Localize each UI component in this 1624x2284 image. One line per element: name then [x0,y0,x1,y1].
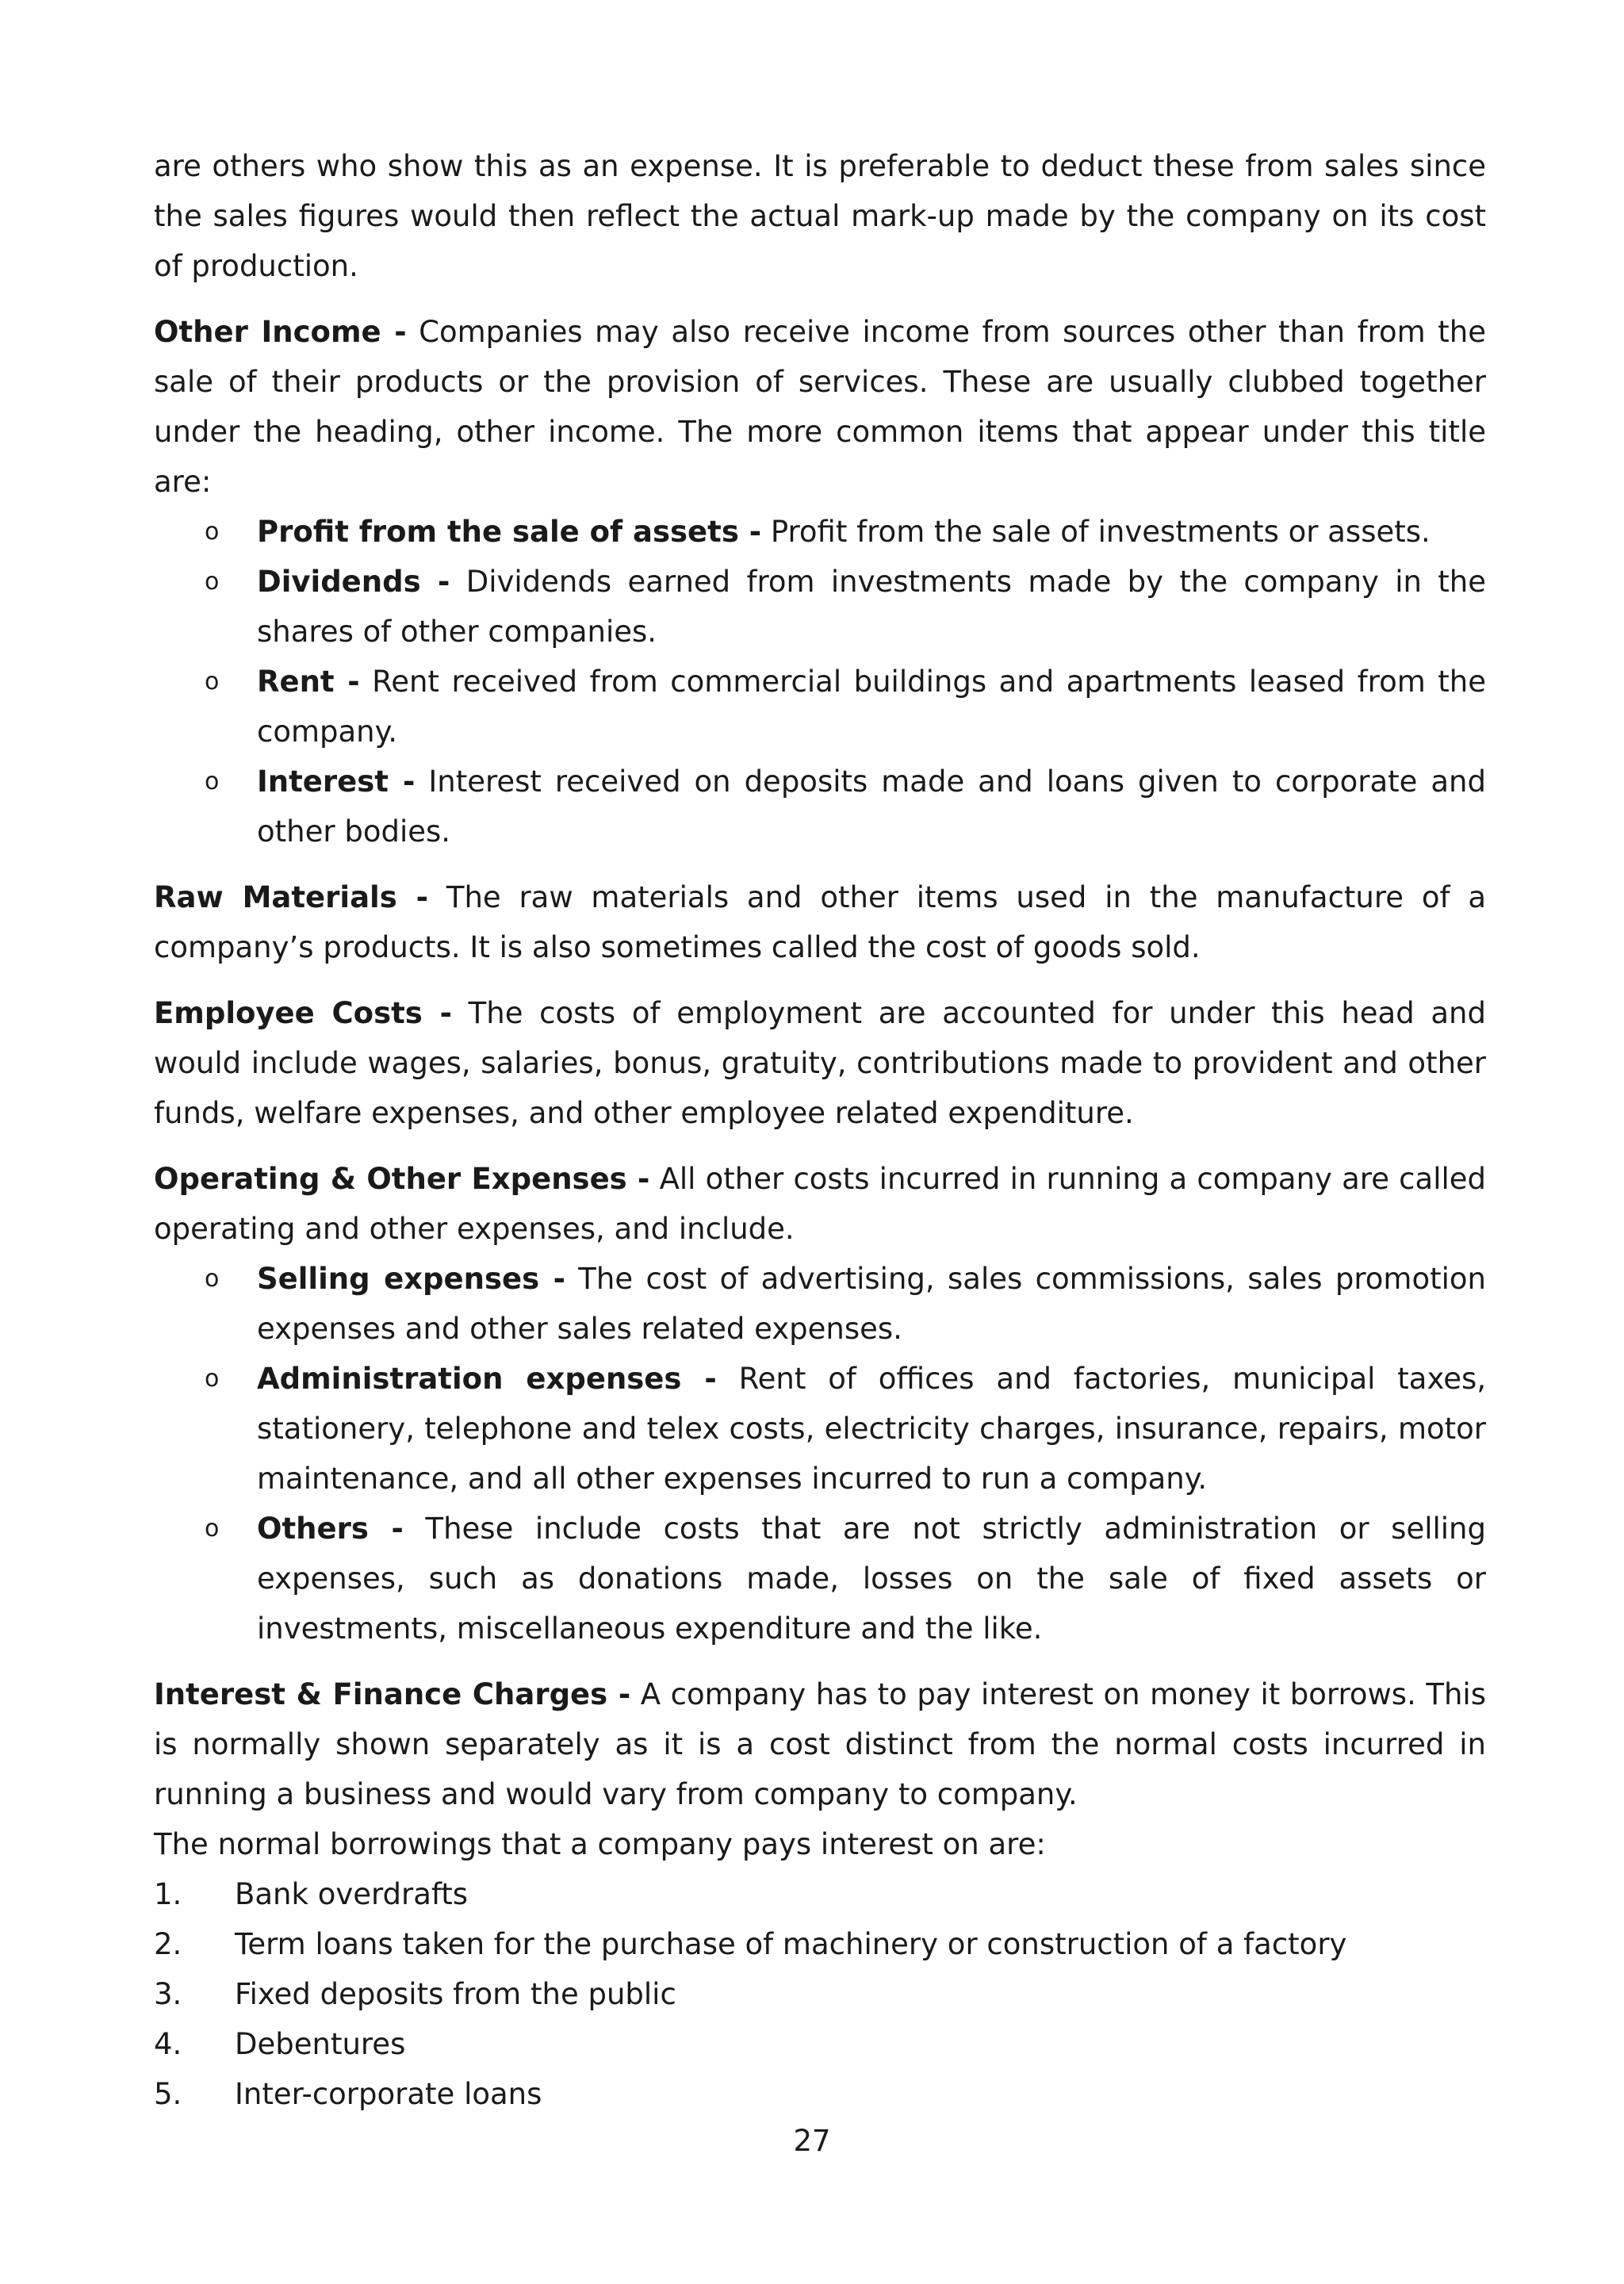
interest-finance-text: A company has to pay interest on money it borrows. This is normally shown separately as it is a cost distinct from the normal costs incurred in running a business and would vary from company to company. [154,1677,1486,1811]
bullet-icon: o [205,1515,220,1542]
borrowings-lead: The normal borrowings that a company pays interest on are: [154,1827,1046,1861]
list-item [154,2069,1486,2119]
list-item-text: Bank overdrafts [235,1877,469,1911]
list-item-number: 5. [154,2077,182,2111]
other-income-list [154,507,1486,856]
borrowings-list [154,1869,1486,2119]
bullet-icon: o [205,1265,220,1293]
list-item-term: Selling expenses - [257,1262,565,1296]
list-item [154,1254,1486,1354]
bullet-icon: o [205,1365,220,1393]
list-item-text: Fixed deposits from the public [235,1977,676,2011]
list-item [154,1919,1486,1969]
list-item-term: Administration expenses - [257,1362,717,1396]
list-item-number: 2. [154,1927,182,1961]
list-item [154,1504,1486,1654]
list-item-text: Inter-corporate loans [235,2077,542,2111]
list-item-text: Dividends earned from investments made by the company in the shares of other companies. [257,565,1486,649]
employee-costs-term: Employee Costs - [154,996,452,1030]
list-item-term: Profit from the sale of assets - [257,515,762,549]
operating-expenses-text: All other costs incurred in running a company are called operating and other expenses, and include. [154,1162,1486,1246]
list-item [154,557,1486,657]
list-item-term: Dividends - [257,565,450,599]
list-item-text: Interest received on deposits made and loans given to corporate and other bodies. [257,765,1486,849]
raw-materials-text: The raw materials and other items used in the manufacture of a company’s products. It is also sometimes called the cost of goods sold. [154,880,1486,964]
operating-expenses-paragraph [154,1154,1486,1254]
list-item-text: Rent of offices and factories, municipal taxes, stationery, telephone and telex costs, electricity charges, insurance, repairs, motor maintenance, and all other expenses incurred to run a company. [257,1362,1486,1496]
page-number: 27 [793,2124,831,2158]
other-income-term: Other Income - [154,315,407,349]
bullet-icon: o [205,568,220,596]
list-item-term: Rent - [257,665,360,699]
operating-expenses-term: Operating & Other Expenses - [154,1162,650,1196]
list-item-term: Others - [257,1512,404,1546]
list-item-text: Term loans taken for the purchase of machinery or construction of a factory [235,1927,1347,1961]
list-item [154,2019,1486,2069]
list-item-text: Rent received from commercial buildings and apartments leased from the company. [257,665,1486,749]
list-item-number: 3. [154,1977,182,2011]
bullet-icon: o [205,518,220,546]
other-income-paragraph [154,307,1486,507]
operating-expenses-list [154,1254,1486,1654]
raw-materials-paragraph [154,872,1486,972]
list-item-text: The cost of advertising, sales commissions, sales promotion expenses and other sales related expenses. [257,1262,1486,1346]
list-item-number: 1. [154,1877,182,1911]
intro-paragraph: are others who show this as an expense. It is preferable to deduct these from sales since the sales figures would then reflect the actual mark-up made by the company on its cost of production. [154,149,1486,283]
list-item-text: Profit from the sale of investments or assets. [761,515,1431,549]
document-body [154,141,1486,2119]
employee-costs-text: The costs of employment are accounted for under this head and would include wages, salaries, bonus, gratuity, contributions made to provident and other funds, welfare expenses, and other employee related expenditure. [154,996,1486,1130]
list-item [154,657,1486,757]
raw-materials-term: Raw Materials - [154,880,429,914]
other-income-text: Companies may also receive income from sources other than from the sale of their products or the provision of services. These are usually clubbed together under the heading, other income. The more common items that appear under this title are: [154,315,1486,499]
interest-finance-paragraph [154,1669,1486,1819]
list-item [154,1969,1486,2019]
list-item [154,1354,1486,1504]
list-item-text: Debentures [235,2027,406,2061]
interest-finance-term: Interest & Finance Charges - [154,1677,631,1711]
bullet-icon: o [205,668,220,696]
list-item [154,507,1486,557]
list-item-text: These include costs that are not strictly administration or selling expenses, such as donations made, losses on the sale of fixed assets or investments, miscellaneous expenditure and the like. [257,1512,1486,1646]
list-item-term: Interest - [257,765,416,799]
list-item [154,757,1486,856]
list-item-number: 4. [154,2027,182,2061]
bullet-icon: o [205,768,220,795]
list-item [154,1869,1486,1919]
employee-costs-paragraph [154,988,1486,1138]
